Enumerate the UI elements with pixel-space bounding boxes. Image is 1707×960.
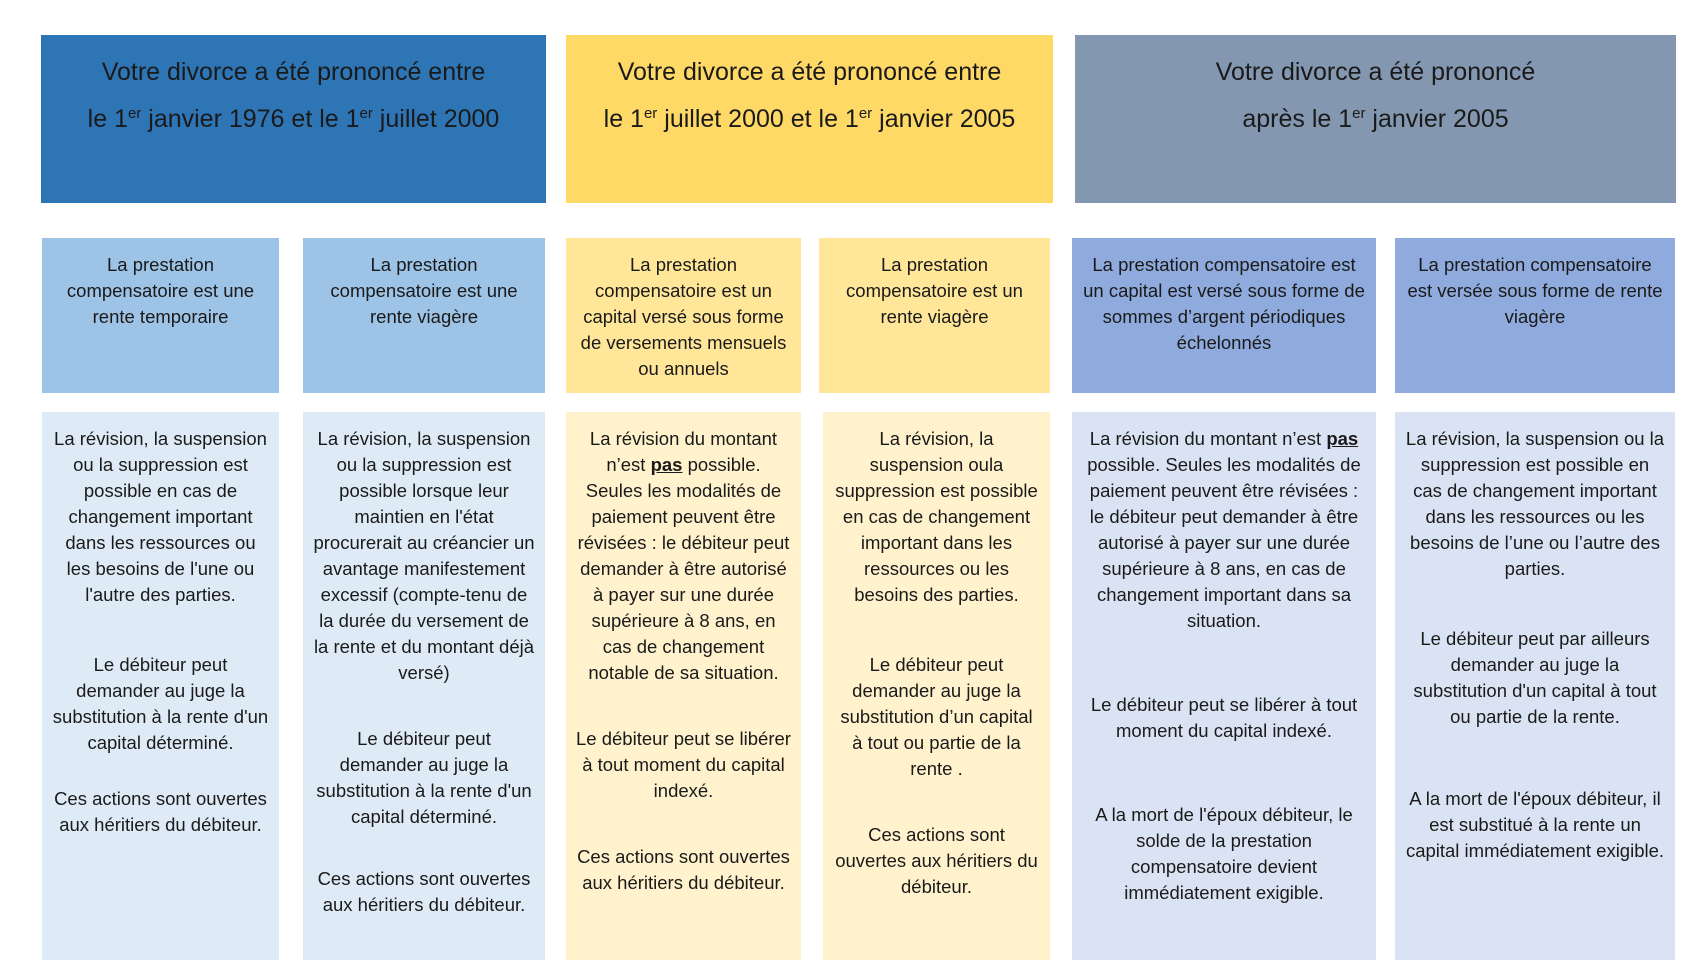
details-rente-temporaire — [42, 412, 279, 960]
emphasis-pas: pas — [1326, 428, 1359, 449]
detail-paragraph: Le débiteur peut demander au juge la substitution d’un capital à tout ou partie de la rente . — [840, 654, 1033, 779]
detail-paragraph: La révision, la suspension ou la suppression est possible en cas de changement important dans les ressources ou les besoins de l’une ou l’autre des parties. — [1405, 428, 1665, 579]
detail-paragraph: La révision, la suspension oula suppression est possible en cas de changement important dans les ressources ou les besoins des parties. — [835, 428, 1038, 605]
header-line2: le 1er janvier 1976 et le 1er juillet 2000 — [87, 105, 500, 133]
detail-paragraph: La révision, la suspension ou la suppression est possible lorsque leur maintien en l'état procurerait au créancier un avantage manifestement excessif (compte-tenu de la durée du versement de la rente et du montant déjà versé) — [313, 428, 535, 683]
detail-paragraph: Le débiteur peut demander au juge la substitution à la rente d'un capital déterminé. — [316, 728, 532, 827]
type-capital-echelonne: La prestation compensatoire est un capital est versé sous forme de sommes d’argent périodiques échelonnés — [1072, 238, 1376, 393]
detail-paragraph: A la mort de l'époux débiteur, il est substitué à la rente un capital immédiatement exigible. — [1405, 788, 1665, 861]
detail-paragraph: Ces actions sont ouvertes aux héritiers du débiteur. — [835, 824, 1038, 897]
detail-paragraph: Ces actions sont ouvertes aux héritiers du débiteur. — [577, 846, 790, 893]
header-line1: Votre divorce a été prononcé entre — [101, 58, 486, 86]
details-capital-echelonne — [1072, 412, 1376, 960]
header-line1: Votre divorce a été prononcé — [1215, 58, 1536, 86]
detail-paragraph: Le débiteur peut demander au juge la substitution à la rente d'un capital déterminé. — [52, 654, 269, 753]
detail-paragraph: Le débiteur peut par ailleurs demander au juge la substitution d'un capital à tout ou partie de la rente. — [1413, 628, 1657, 727]
details-capital-versements — [566, 412, 801, 960]
type-rente-viagere-3: La prestation compensatoire est versée sous forme de rente viagère — [1395, 238, 1675, 393]
detail-paragraph: Ces actions sont ouvertes aux héritiers du débiteur. — [317, 868, 531, 915]
header-period-2000-2005 — [566, 35, 1053, 203]
detail-paragraph: La révision du montant n’est pas possible. Seules les modalités de paiement peuvent être révisées : le débiteur peut demander à être autorisé à payer sur une durée supérieure à 8 ans, en cas de changement important dans sa situation. — [1087, 428, 1361, 631]
detail-paragraph: Le débiteur peut se libérer à tout moment du capital indexé. — [576, 728, 791, 801]
type-rente-viagere-2: La prestation compensatoire est un rente viagère — [819, 238, 1050, 393]
header-period-after-2005 — [1075, 35, 1676, 203]
detail-paragraph: La révision du montant n’est pas possible. Seules les modalités de paiement peuvent être révisées : le débiteur peut demander à être autorisé à payer sur une durée supérieure à 8 ans, en cas de changement notable de sa situation. — [577, 428, 790, 683]
details-rente-viagere-3 — [1395, 412, 1675, 960]
type-capital-versements: La prestation compensatoire est un capital versé sous forme de versements mensuels ou annuels — [566, 238, 801, 393]
detail-paragraph: A la mort de l'époux débiteur, le solde de la prestation compensatoire devient immédiatement exigible. — [1095, 804, 1353, 903]
emphasis-pas: pas — [650, 454, 683, 475]
header-period-1976-2000 — [41, 35, 546, 203]
header-line2: le 1er juillet 2000 et le 1er janvier 2005 — [603, 105, 1016, 133]
details-rente-viagere-1 — [303, 412, 545, 960]
detail-paragraph: Ces actions sont ouvertes aux héritiers du débiteur. — [54, 788, 267, 835]
detail-paragraph: Le débiteur peut se libérer à tout moment du capital indexé. — [1090, 694, 1358, 741]
header-line2: après le 1er janvier 2005 — [1242, 105, 1509, 133]
type-rente-temporaire: La prestation compensatoire est une rente temporaire — [42, 238, 279, 393]
header-line1: Votre divorce a été prononcé entre — [617, 58, 1002, 86]
type-rente-viagere-1: La prestation compensatoire est une rente viagère — [303, 238, 545, 393]
details-rente-viagere-2 — [823, 412, 1050, 960]
detail-paragraph: La révision, la suspension ou la suppression est possible en cas de changement important dans les ressources ou les besoins de l'une ou l'autre des parties. — [54, 428, 267, 605]
